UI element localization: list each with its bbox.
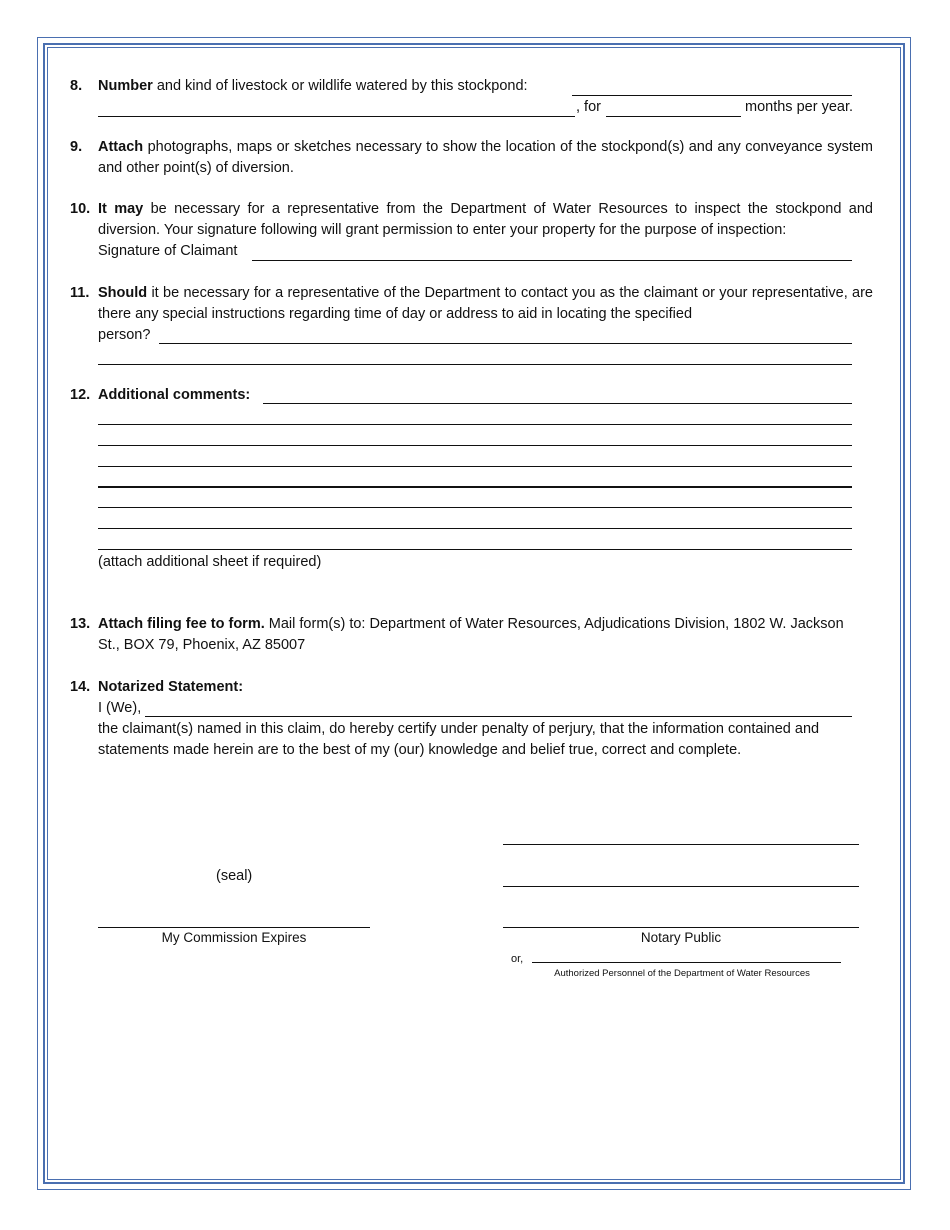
livestock-kind-line[interactable] <box>572 95 852 96</box>
item-10-paragraph <box>98 199 873 241</box>
notary-line-1[interactable] <box>503 844 859 845</box>
item-13-bold: Attach filing fee to form. <box>98 616 265 632</box>
item-10-bold: It may <box>98 201 144 217</box>
item-11-rest: it be necessary for a representative of the Department to contact you as the claimant or your representative, are there any special instructions regarding time of day or address to aid in locating the specified <box>98 285 873 322</box>
item-9-number: 9. <box>70 139 83 155</box>
instructions-line-1[interactable] <box>159 343 852 344</box>
authorized-personnel-label: Authorized Personnel of the Department of Water Resources <box>554 968 810 979</box>
instructions-line-2[interactable] <box>98 364 852 365</box>
claimant-signature-line[interactable] <box>252 260 852 261</box>
item-11-paragraph <box>98 283 873 325</box>
item-14-label <box>98 677 243 698</box>
commission-expires-label: My Commission Expires <box>161 930 307 945</box>
item-12-bold: Additional comments: <box>98 387 251 403</box>
notary-line-2[interactable] <box>503 886 859 887</box>
item-13-number: 13. <box>70 616 91 632</box>
item-11-bold: Should <box>98 285 148 301</box>
item-14-bold: Notarized Statement: <box>98 679 244 695</box>
item-12-number: 12. <box>70 387 91 403</box>
item-8-rest: and kind of livestock or wildlife watered by this stockpond: <box>152 78 528 94</box>
item-8-months: months per year. <box>745 99 853 115</box>
attach-sheet-note: (attach additional sheet if required) <box>98 554 322 570</box>
item-9-paragraph <box>98 137 873 179</box>
item-14-number: 14. <box>70 679 91 695</box>
months-line[interactable] <box>606 116 741 117</box>
comments-line-7[interactable] <box>98 528 852 529</box>
item-9-rest: photographs, maps or sketches necessary to show the location of the stockpond(s) and any conveyance system and other point(s) of diversion. <box>98 139 873 176</box>
claimant-names-line[interactable] <box>145 716 852 717</box>
item-11-number: 11. <box>70 285 90 301</box>
item-8-number: 8. <box>70 78 83 94</box>
livestock-number-line[interactable] <box>98 116 575 117</box>
item-14-paragraph: the claimant(s) named in this claim, do hereby certify under penalty of perjury, that the information contained and statements made herein are to the best of my (our) knowledge and belief true, correct and complete. <box>98 721 820 758</box>
item-12-label <box>98 385 250 406</box>
comments-line-5[interactable] <box>98 486 852 488</box>
comments-line-8[interactable] <box>98 549 852 550</box>
comments-line-1[interactable] <box>263 403 852 404</box>
item-9-bold: Attach <box>98 139 144 155</box>
item-8-for: , for <box>576 99 601 115</box>
item-10-rest: be necessary for a representative from the Department of Water Resources to inspect the stockpond and diversion. Your signature following will grant permission to enter your property for the purpose of inspection: <box>98 201 873 238</box>
or-label: or, <box>511 953 524 965</box>
authorized-personnel-line[interactable] <box>532 962 841 963</box>
item-10-number: 10. <box>70 201 91 217</box>
signature-of-claimant-label: Signature of Claimant <box>98 243 238 259</box>
item-11-person: person? <box>98 327 151 343</box>
comments-line-2[interactable] <box>98 424 852 425</box>
seal-label: (seal) <box>216 868 253 884</box>
comments-line-6[interactable] <box>98 507 852 508</box>
comments-line-4[interactable] <box>98 466 852 467</box>
item-8-text <box>98 76 528 97</box>
notary-public-label: Notary Public <box>640 930 722 945</box>
item-8-bold: Number <box>98 78 153 94</box>
item-13-rest: Mail form(s) to: Department of Water Resources, Adjudications Division, 1802 W. Jackson St., BOX 79, Phoenix, AZ 85007 <box>98 616 844 653</box>
item-14-we: I (We), <box>98 700 142 716</box>
item-13-paragraph <box>98 614 858 656</box>
comments-line-3[interactable] <box>98 445 852 446</box>
